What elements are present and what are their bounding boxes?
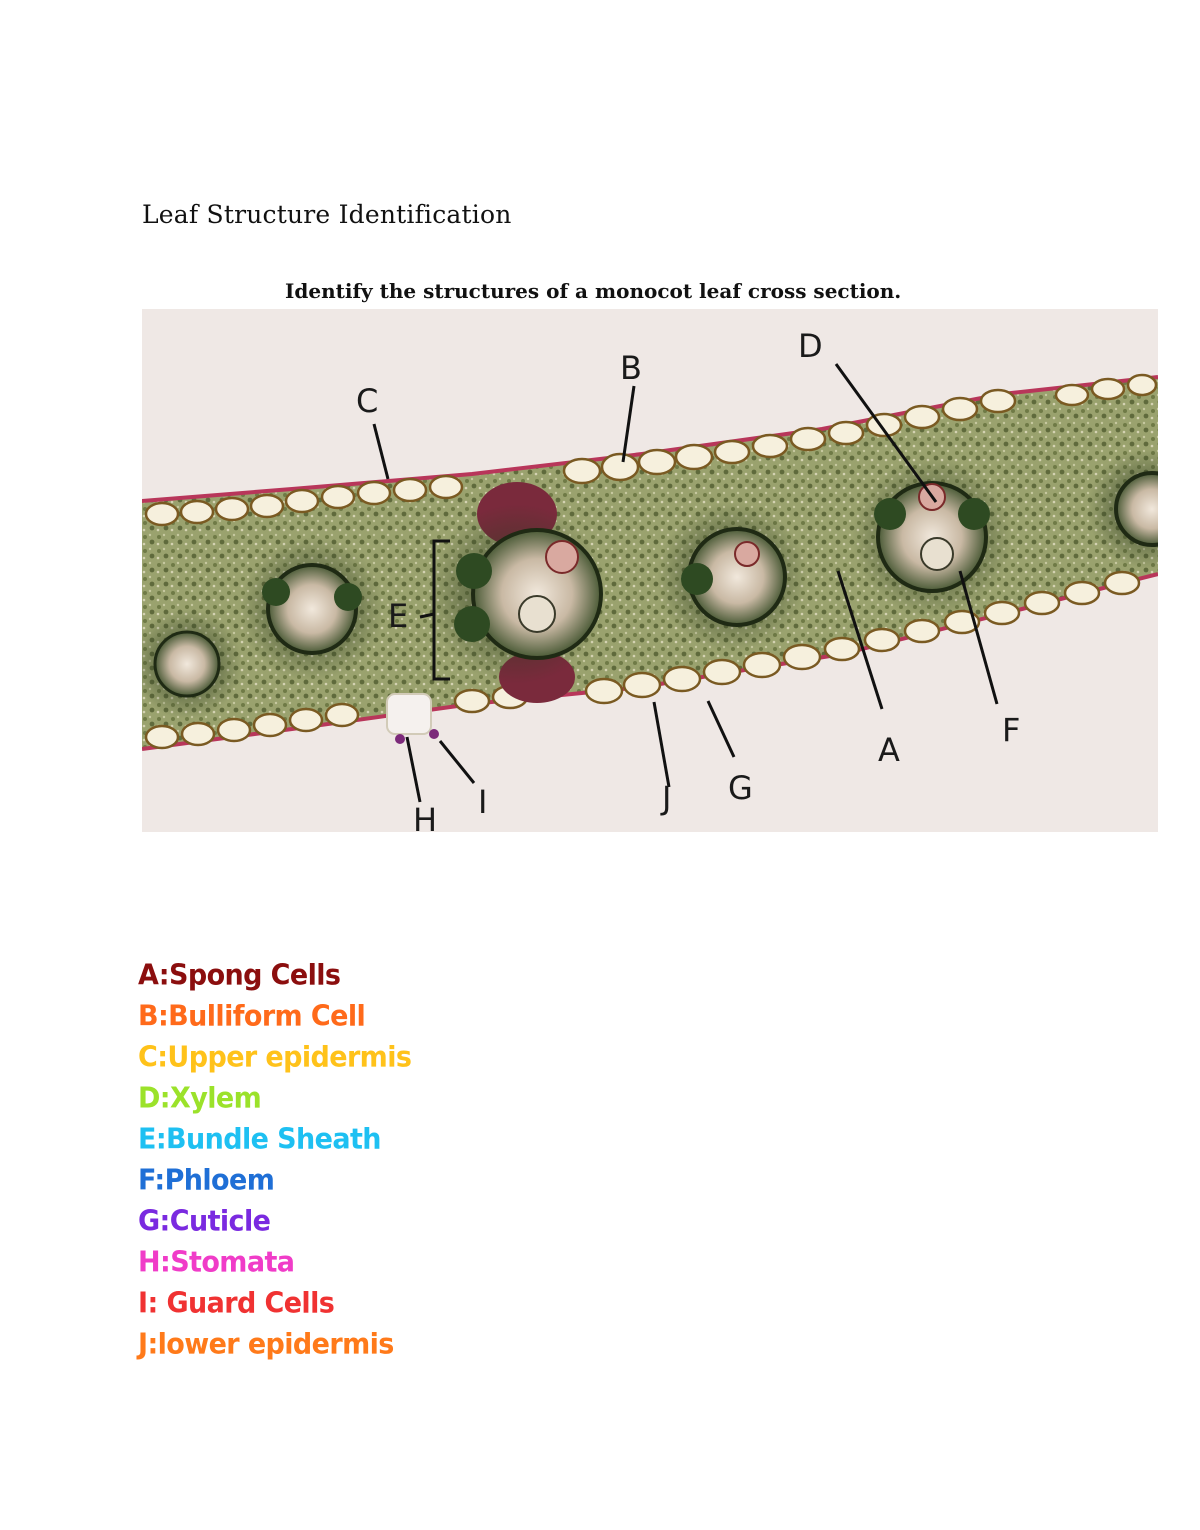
answer-f: F:Phloem — [138, 1164, 275, 1197]
page-title: Leaf Structure Identification — [142, 200, 512, 229]
label-a: A — [878, 731, 900, 769]
answer-c: C:Upper epidermis — [138, 1041, 412, 1074]
leaf-cross-section-micrograph — [142, 309, 1158, 832]
label-c: C — [356, 382, 379, 420]
label-j: J — [662, 779, 672, 817]
label-g: G — [728, 769, 753, 807]
answer-i: I: Guard Cells — [138, 1287, 335, 1320]
answer-a: A:Spong Cells — [138, 959, 341, 992]
answer-g: G:Cuticle — [138, 1205, 271, 1238]
answer-b: B:Bulliform Cell — [138, 1000, 366, 1033]
label-b: B — [620, 349, 642, 387]
label-e: E — [388, 597, 409, 635]
answer-h: H:Stomata — [138, 1246, 295, 1279]
instruction-text: Identify the structures of a monocot leaf cross section. — [285, 279, 902, 303]
label-d: D — [798, 327, 823, 365]
label-f: F — [1002, 711, 1021, 749]
answer-d: D:Xylem — [138, 1082, 262, 1115]
label-i: I — [478, 783, 488, 821]
answer-list — [138, 955, 738, 1365]
answer-j: J:lower epidermis — [138, 1328, 394, 1361]
answer-e: E:Bundle Sheath — [138, 1123, 381, 1156]
label-h: H — [413, 801, 438, 832]
